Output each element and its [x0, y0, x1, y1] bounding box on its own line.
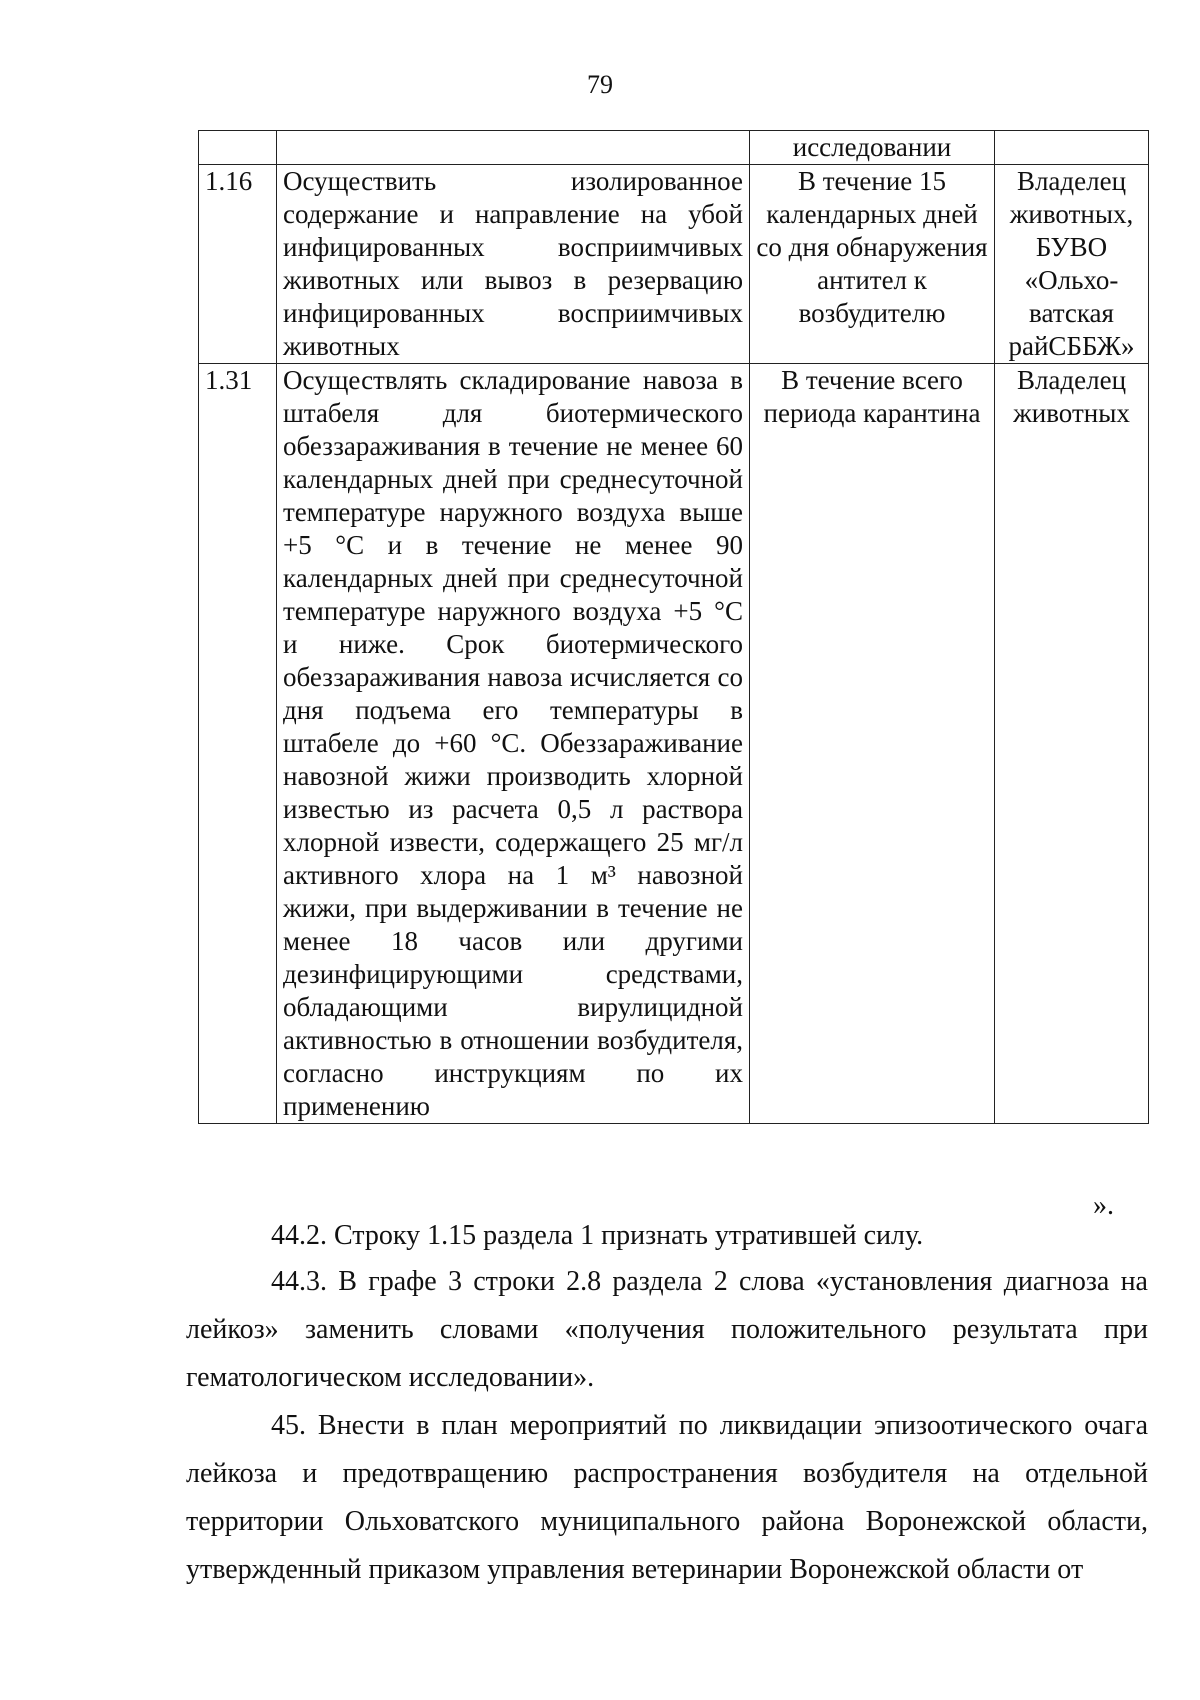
term-cell: В течение всего периода карантина — [750, 364, 995, 1124]
table-row-continuation — [199, 131, 1149, 165]
page-number: 79 — [587, 70, 613, 99]
responsible-cell: Владелец животных — [995, 364, 1149, 1124]
paragraph-44-2: 44.2. Строку 1.15 раздела 1 признать утратившей силу. — [271, 1220, 924, 1251]
row-number-cell — [199, 131, 277, 165]
closing-quote: ». — [1093, 1190, 1114, 1221]
measures-table — [198, 130, 1149, 1124]
row-number-cell: 1.31 — [199, 364, 277, 1124]
responsible-cell — [995, 131, 1149, 165]
row-number-cell: 1.16 — [199, 165, 277, 364]
term-cell: В течение 15 календарных дней со дня обнаружения антител к возбудителю — [750, 165, 995, 364]
action-cell — [277, 131, 750, 165]
action-cell: Осуществлять складирование навоза в штабеля для биотермического обеззараживания в течение не менее 60 календарных дней при среднесуточной температуре наружного воздуха выше +5 °С и в течение не менее 90 календарных дней при среднесуточной температуре наружного воздуха +5 °С и ниже. Срок биотермического обеззараживания навоза исчисляется со дня подъема его температуры в штабеле до +60 °С. Обеззараживание навозной жижи производить хлорной известью из расчета 0,5 л раствора хлорной извести, содержащего 25 мг/л активного хлора на 1 м³ навозной жижи, при выдерживании в течение не менее 18 часов или другими дезинфицирующими средствами, обладающими вирулицидной активностью в отношении возбудителя, согласно инструкциям по их применению — [277, 364, 750, 1124]
responsible-cell: Владелец животных, БУВО «Ольхо-ватская райСББЖ» — [995, 165, 1149, 364]
term-cell: исследовании — [750, 131, 995, 165]
paragraph-45: 45. Внести в план мероприятий по ликвидации эпизоотического очага лейкоза и предотвращению распространения возбудителя на отдельной территории Ольховатского муниципального района Воронежской области, утвержденный приказом управления ветеринарии Воронежской области от — [186, 1410, 1148, 1585]
table-row — [199, 165, 1149, 364]
action-cell: Осуществить изолированное содержание и направление на убой инфицированных восприимчивых животных или вывоз в резервацию инфицированных восприимчивых животных — [277, 165, 750, 364]
table-row — [199, 364, 1149, 1124]
paragraph-44-3: 44.3. В графе 3 строки 2.8 раздела 2 слова «установления диагноза на лейкоз» заменить словами «получения положительного результата при гематологическом исследовании». — [186, 1266, 1148, 1393]
